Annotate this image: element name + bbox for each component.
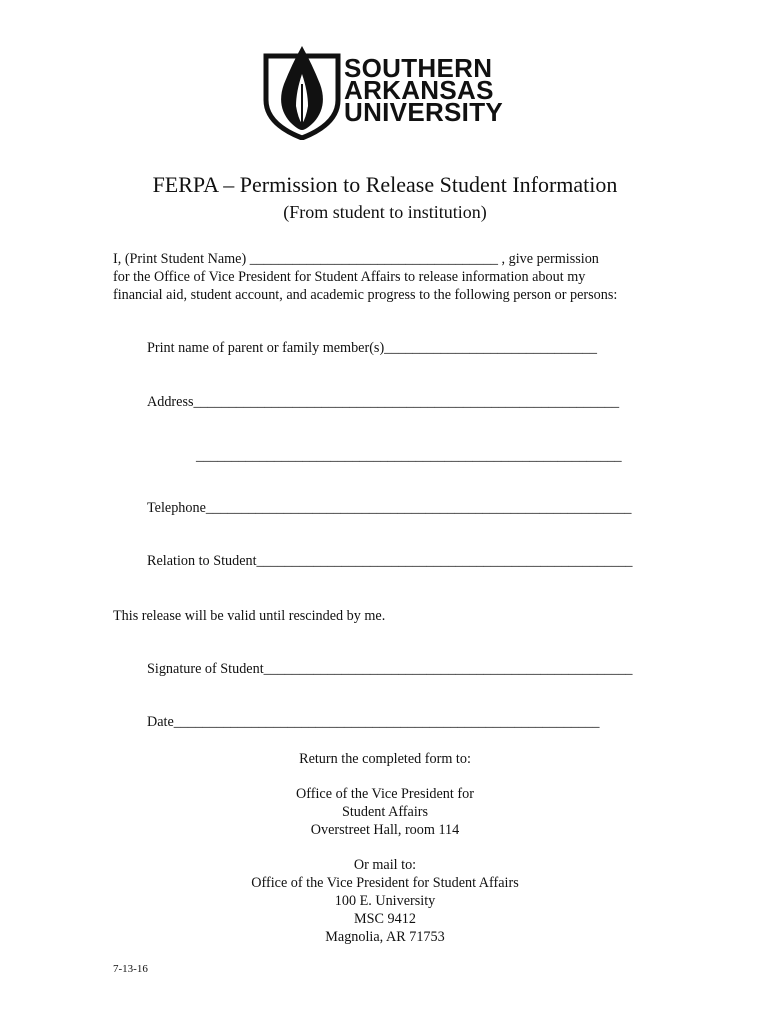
intro-line-2: for the Office of Vice President for Student Affairs to release information about my — [113, 269, 586, 285]
return-heading: Return the completed form to: — [299, 751, 471, 767]
office-line-3: Overstreet Hall, room 114 — [310, 822, 460, 838]
relation-field[interactable]: Relation to Student_____________________________________________________ — [147, 553, 633, 569]
parent-name-field[interactable]: Print name of parent or family member(s)______________________________ — [147, 340, 597, 356]
form-subtitle: (From student to institution) — [283, 202, 487, 222]
logo-wordmark — [344, 53, 504, 127]
intro-line-1: I, (Print Student Name) ___________________________________ , give permission — [113, 251, 599, 267]
form-title: FERPA – Permission to Release Student Information — [152, 172, 618, 197]
mail-line-2: 100 E. University — [334, 893, 436, 909]
address-field[interactable]: Address____________________________________________________________ — [147, 394, 620, 410]
intro-line-3: financial aid, student account, and academic progress to the following person or persons: — [113, 287, 618, 303]
logo-line-1: SOUTHERN — [344, 53, 493, 83]
signature-field[interactable]: Signature of Student____________________________________________________ — [147, 661, 633, 677]
mail-line-3: MSC 9412 — [354, 911, 416, 927]
office-line-2: Student Affairs — [341, 804, 429, 820]
telephone-field[interactable]: Telephone____________________________________________________________ — [147, 500, 632, 516]
logo-line-2: ARKANSAS — [344, 75, 494, 105]
mail-line-1: Office of the Vice President for Student Affairs — [251, 875, 519, 891]
date-field[interactable]: Date____________________________________________________________ — [147, 714, 600, 730]
address-line2-field[interactable]: ____________________________________________________________ — [196, 448, 622, 464]
office-line-1: Office of the Vice President for — [296, 786, 474, 802]
validity-statement: This release will be valid until rescinded by me. — [113, 608, 386, 624]
mail-heading: Or mail to: — [353, 857, 417, 873]
university-logo — [262, 44, 512, 140]
logo-line-3: UNIVERSITY — [344, 97, 504, 127]
revision-date: 7-13-16 — [113, 963, 148, 975]
mail-line-4: Magnolia, AR 71753 — [325, 929, 445, 945]
shield-flame-icon — [262, 44, 342, 140]
intro-paragraph — [113, 250, 617, 304]
